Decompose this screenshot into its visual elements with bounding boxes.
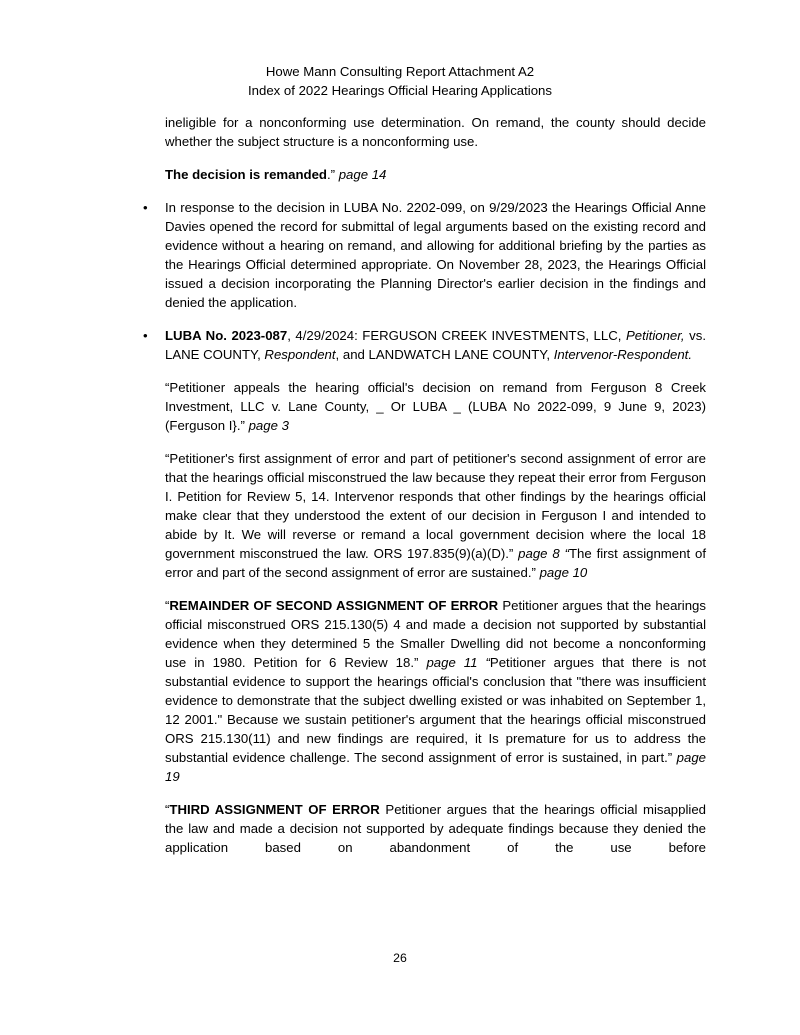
text-run: “Petitioner appeals the hearing official's decision on remand from Ferguson 8 Creek Investment, LLC v. Lane County, _ Or LUBA _ (LUBA No 2022-099, 9 June 9, 2023) (Ferguson I}.” [165, 380, 706, 433]
text-run: “ [165, 802, 170, 817]
text-run: , 4/29/2024: FERGUSON CREEK INVESTMENTS, LLC, [287, 328, 626, 343]
text-run: In response to the decision in LUBA No. 2202-099, on 9/29/2023 the Hearings Official Anne Davies opened the record for submittal of legal arguments based on the existing record and evidence without a hearing on remand, and allowing for additional briefing by the parties as the Hearings Official determined appropriate. On November 28, 2023, the Hearings Official issued a decision incorporating the Planning Director's earlier decision in the findings and denied the application. [165, 200, 706, 310]
text-run: , and LANDWATCH LANE COUNTY, [335, 347, 554, 362]
bullet-item [143, 198, 706, 326]
text-run: THIRD ASSIGNMENT OF ERROR [169, 802, 380, 817]
page-number: 26 [393, 951, 407, 965]
text-run: page 10 [539, 565, 588, 580]
text-run: REMAINDER OF SECOND ASSIGNMENT OF ERROR [169, 598, 499, 613]
paragraph [165, 378, 706, 435]
document-body [143, 113, 707, 871]
paragraph [165, 165, 706, 184]
bullet-content [165, 198, 706, 326]
header-line-1: Howe Mann Consulting Report Attachment A2 [265, 64, 535, 79]
text-run: “ [165, 598, 170, 613]
text-run: .” [326, 167, 339, 182]
text-run: The decision is remanded [165, 167, 327, 182]
text-run: Intervenor-Respondent. [553, 347, 693, 362]
paragraph [165, 113, 706, 151]
text-run: Respondent [264, 347, 336, 362]
paragraph [165, 198, 706, 312]
text-run: page 14 [338, 167, 387, 182]
paragraph [165, 800, 706, 857]
text-run: ineligible for a nonconforming use determination. On remand, the county should decide whether the subject structure is a nonconforming use. [165, 115, 706, 149]
paragraph [165, 596, 706, 786]
paragraph [165, 326, 706, 364]
text-run: vs. LANE COUNTY, [165, 328, 706, 362]
header-line-2: Index of 2022 Hearings Official Hearing Applications [248, 83, 552, 98]
text-run: page 3 [248, 418, 289, 433]
text-run: Petitioner, [625, 328, 685, 343]
text-run: page 11 “ [426, 655, 490, 670]
text-run: Petitioner argues that the hearings official misconstrued ORS 215.130(5) 4 and made a decision not supported by substantial evidence when they determined 5 the Smaller Dwelling did not become a nonconforming use in 1980. Petition for 6 Review 18.” [165, 598, 706, 670]
text-run: LUBA No. 2023-087 [165, 328, 288, 343]
text-run: Petitioner argues that there is not substantial evidence to support the hearings official's conclusion that "there was insufficient evidence to demonstrate that the subject dwelling existed or was inhabited on September 1, 12 2001." Because we sustain petitioner's argument that the hearings official misconstrued ORS 215.130(11) and new findings are required, it Is premature for us to address the substantial evidence challenge. The second assignment of error is sustained, in part.” [165, 655, 707, 765]
text-run: “Petitioner's first assignment of error and part of petitioner's second assignment of error are that the hearings official misconstrued the law because they repeat their error from Ferguson I. Petition for Review 5, 14. Intervenor responds that other findings by the hearings official make clear that they understood the extent of our decision in Ferguson I and intended to abide by It. We will reverse or remand a local government decision where the local 18 government misconstrued the law. ORS 197.835(9)(a)(D).” [165, 451, 706, 561]
text-run: page 8 “ [518, 546, 569, 561]
bullet-marker-icon: • [143, 200, 148, 215]
text-run: The first assignment of error and part of the second assignment of error are sustained.” [165, 546, 706, 580]
text-run: page 19 [165, 750, 706, 784]
bullet-marker-icon: • [143, 328, 148, 343]
document-header [0, 0, 800, 100]
bullet-item [143, 326, 707, 871]
text-run: Petitioner argues that the hearings official misapplied the law and made a decision not supported by adequate findings because they denied the application based on abandonment of the use before [165, 802, 706, 855]
bullet-content [165, 326, 706, 871]
paragraph [165, 449, 706, 582]
